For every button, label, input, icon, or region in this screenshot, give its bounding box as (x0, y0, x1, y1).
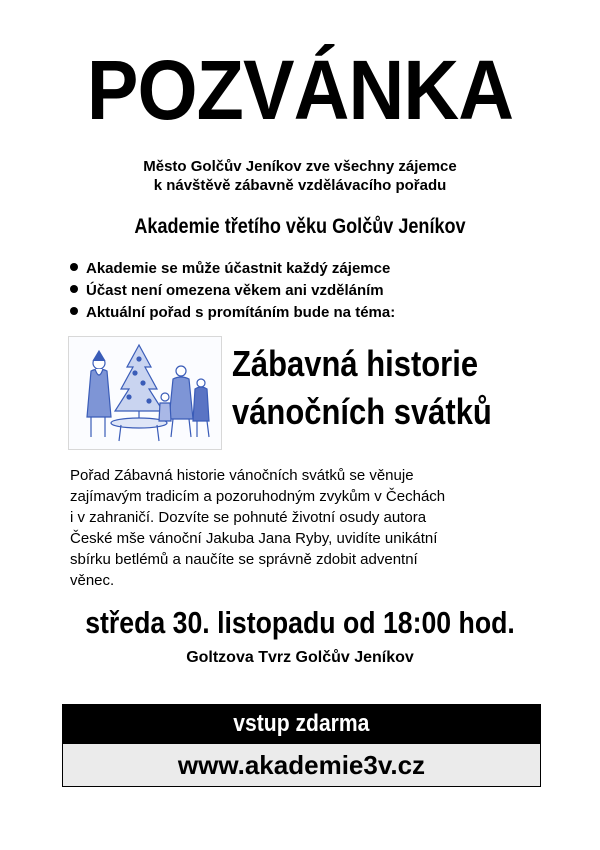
website-banner (62, 744, 541, 787)
topic-line: vánočních svátků (232, 391, 492, 432)
bullet-dot-icon (70, 285, 78, 293)
bullet-dot-icon (70, 263, 78, 271)
program-topic (232, 340, 524, 436)
organization-name: Akademie třetího věku Golčův Jeníkov (134, 215, 466, 238)
admission-text: vstup zdarma (233, 710, 370, 737)
event-date: středa 30. listopadu od 18:00 hod. (85, 605, 515, 640)
description-line: zajímavým tradicím a pozoruhodným zvykům v Čechách (70, 488, 446, 505)
program-description (70, 465, 540, 591)
topic-line: Zábavná historie (232, 343, 479, 384)
description-line: i v zahraničí. Dozvíte se pohnuté životní osudy autora (70, 509, 427, 526)
admission-banner (62, 704, 541, 744)
christmas-tree-family-icon (69, 337, 221, 449)
christmas-illustration (68, 336, 222, 450)
poster-title: POZVÁNKA (86, 43, 514, 137)
description-line: sbírku betlémů a naučíte se správně zdobit adventní (70, 551, 418, 568)
event-venue: Goltzova Tvrz Golčův Jeníkov (186, 649, 414, 666)
bullet-list (70, 258, 530, 324)
bullet-item: Účast není omezena věkem ani vzděláním (70, 280, 530, 302)
intro-line: Město Golčův Jeníkov zve všechny zájemce (143, 158, 457, 175)
description-line: České mše vánoční Jakuba Jana Ryby, uvidíte unikátní (70, 530, 438, 547)
intro-line: k návštěvě zábavně vzdělávacího pořadu (153, 177, 447, 194)
website-link[interactable]: www.akademie3v.cz (177, 750, 426, 780)
bullet-item: Aktuální pořad s promítáním bude na téma: (70, 302, 530, 324)
bullet-dot-icon (70, 307, 78, 315)
bullet-item: Akademie se může účastnit každý zájemce (70, 258, 530, 280)
description-line: věnec. (70, 572, 115, 589)
description-line: Pořad Zábavná historie vánočních svátků se věnuje (70, 467, 414, 484)
intro-text (0, 157, 600, 195)
